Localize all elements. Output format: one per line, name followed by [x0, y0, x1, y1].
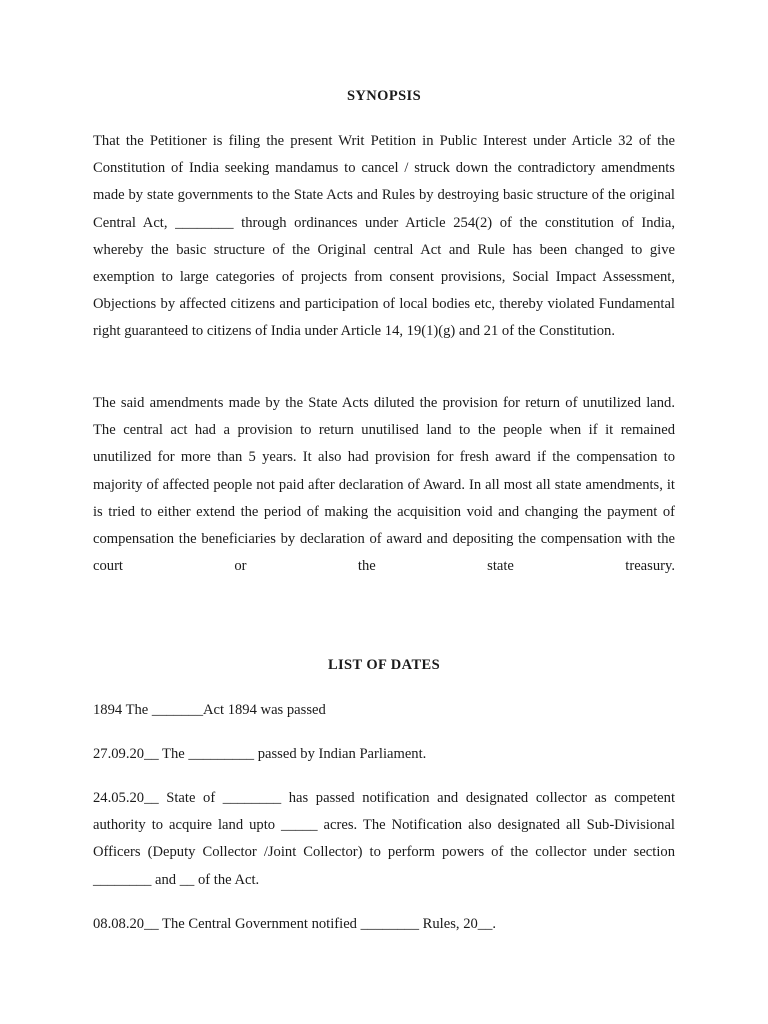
- date-entry-27-09: 27.09.20__ The _________ passed by Indian Parliament.: [93, 746, 427, 762]
- date-entry-1894: 1894 The _______Act 1894 was passed: [93, 702, 326, 718]
- synopsis-paragraph-1: That the Petitioner is filing the present Writ Petition in Public Interest under Article 32 of the Constitution of India seeking mandamus to cancel / struck down the contradictory amendments made by state governments to the State Acts and Rules by destroying basic structure of the original Central Act, ________ through ordinances under Article 254(2) of the constitution of India, whereby the basic structure of the Original central Act and Rule has been changed to give exemption to large categories of projects from consent provisions, Social Impact Assessment, Objections by affected citizens and participation of local bodies etc, thereby violated Fundamental right guaranteed to citizens of India under Article 14, 19(1)(g) and 21 of the Constitution.: [93, 133, 675, 340]
- date-entry-24-05: 24.05.20__ State of ________ has passed notification and designated collector as competent authority to acquire land upto _____ acres. The Notification also designated all Sub-Divisional Officers (Deputy Collector /Joint Collector) to perform powers of the collector under section ________ and __ of the Act.: [93, 790, 675, 888]
- synopsis-heading: SYNOPSIS: [346, 88, 422, 104]
- date-entry-08-08: 08.08.20__ The Central Government notified ________ Rules, 20__.: [93, 916, 497, 932]
- synopsis-paragraph-2: The said amendments made by the State Acts diluted the provision for return of unutilized land. The central act had a provision to return unutilised land to the people when if it remained unutilized for more than 5 years. It also had provision for fresh award if the compensation to majority of affected people not paid after declaration of Award. In all most all state amendments, it is tried to either extend the period of making the acquisition void and changing the payment of compensation the beneficiaries by declaration of award and depositing the compensation with the court or the state treasury.: [93, 395, 675, 575]
- list-of-dates-heading: LIST OF DATES: [327, 657, 441, 673]
